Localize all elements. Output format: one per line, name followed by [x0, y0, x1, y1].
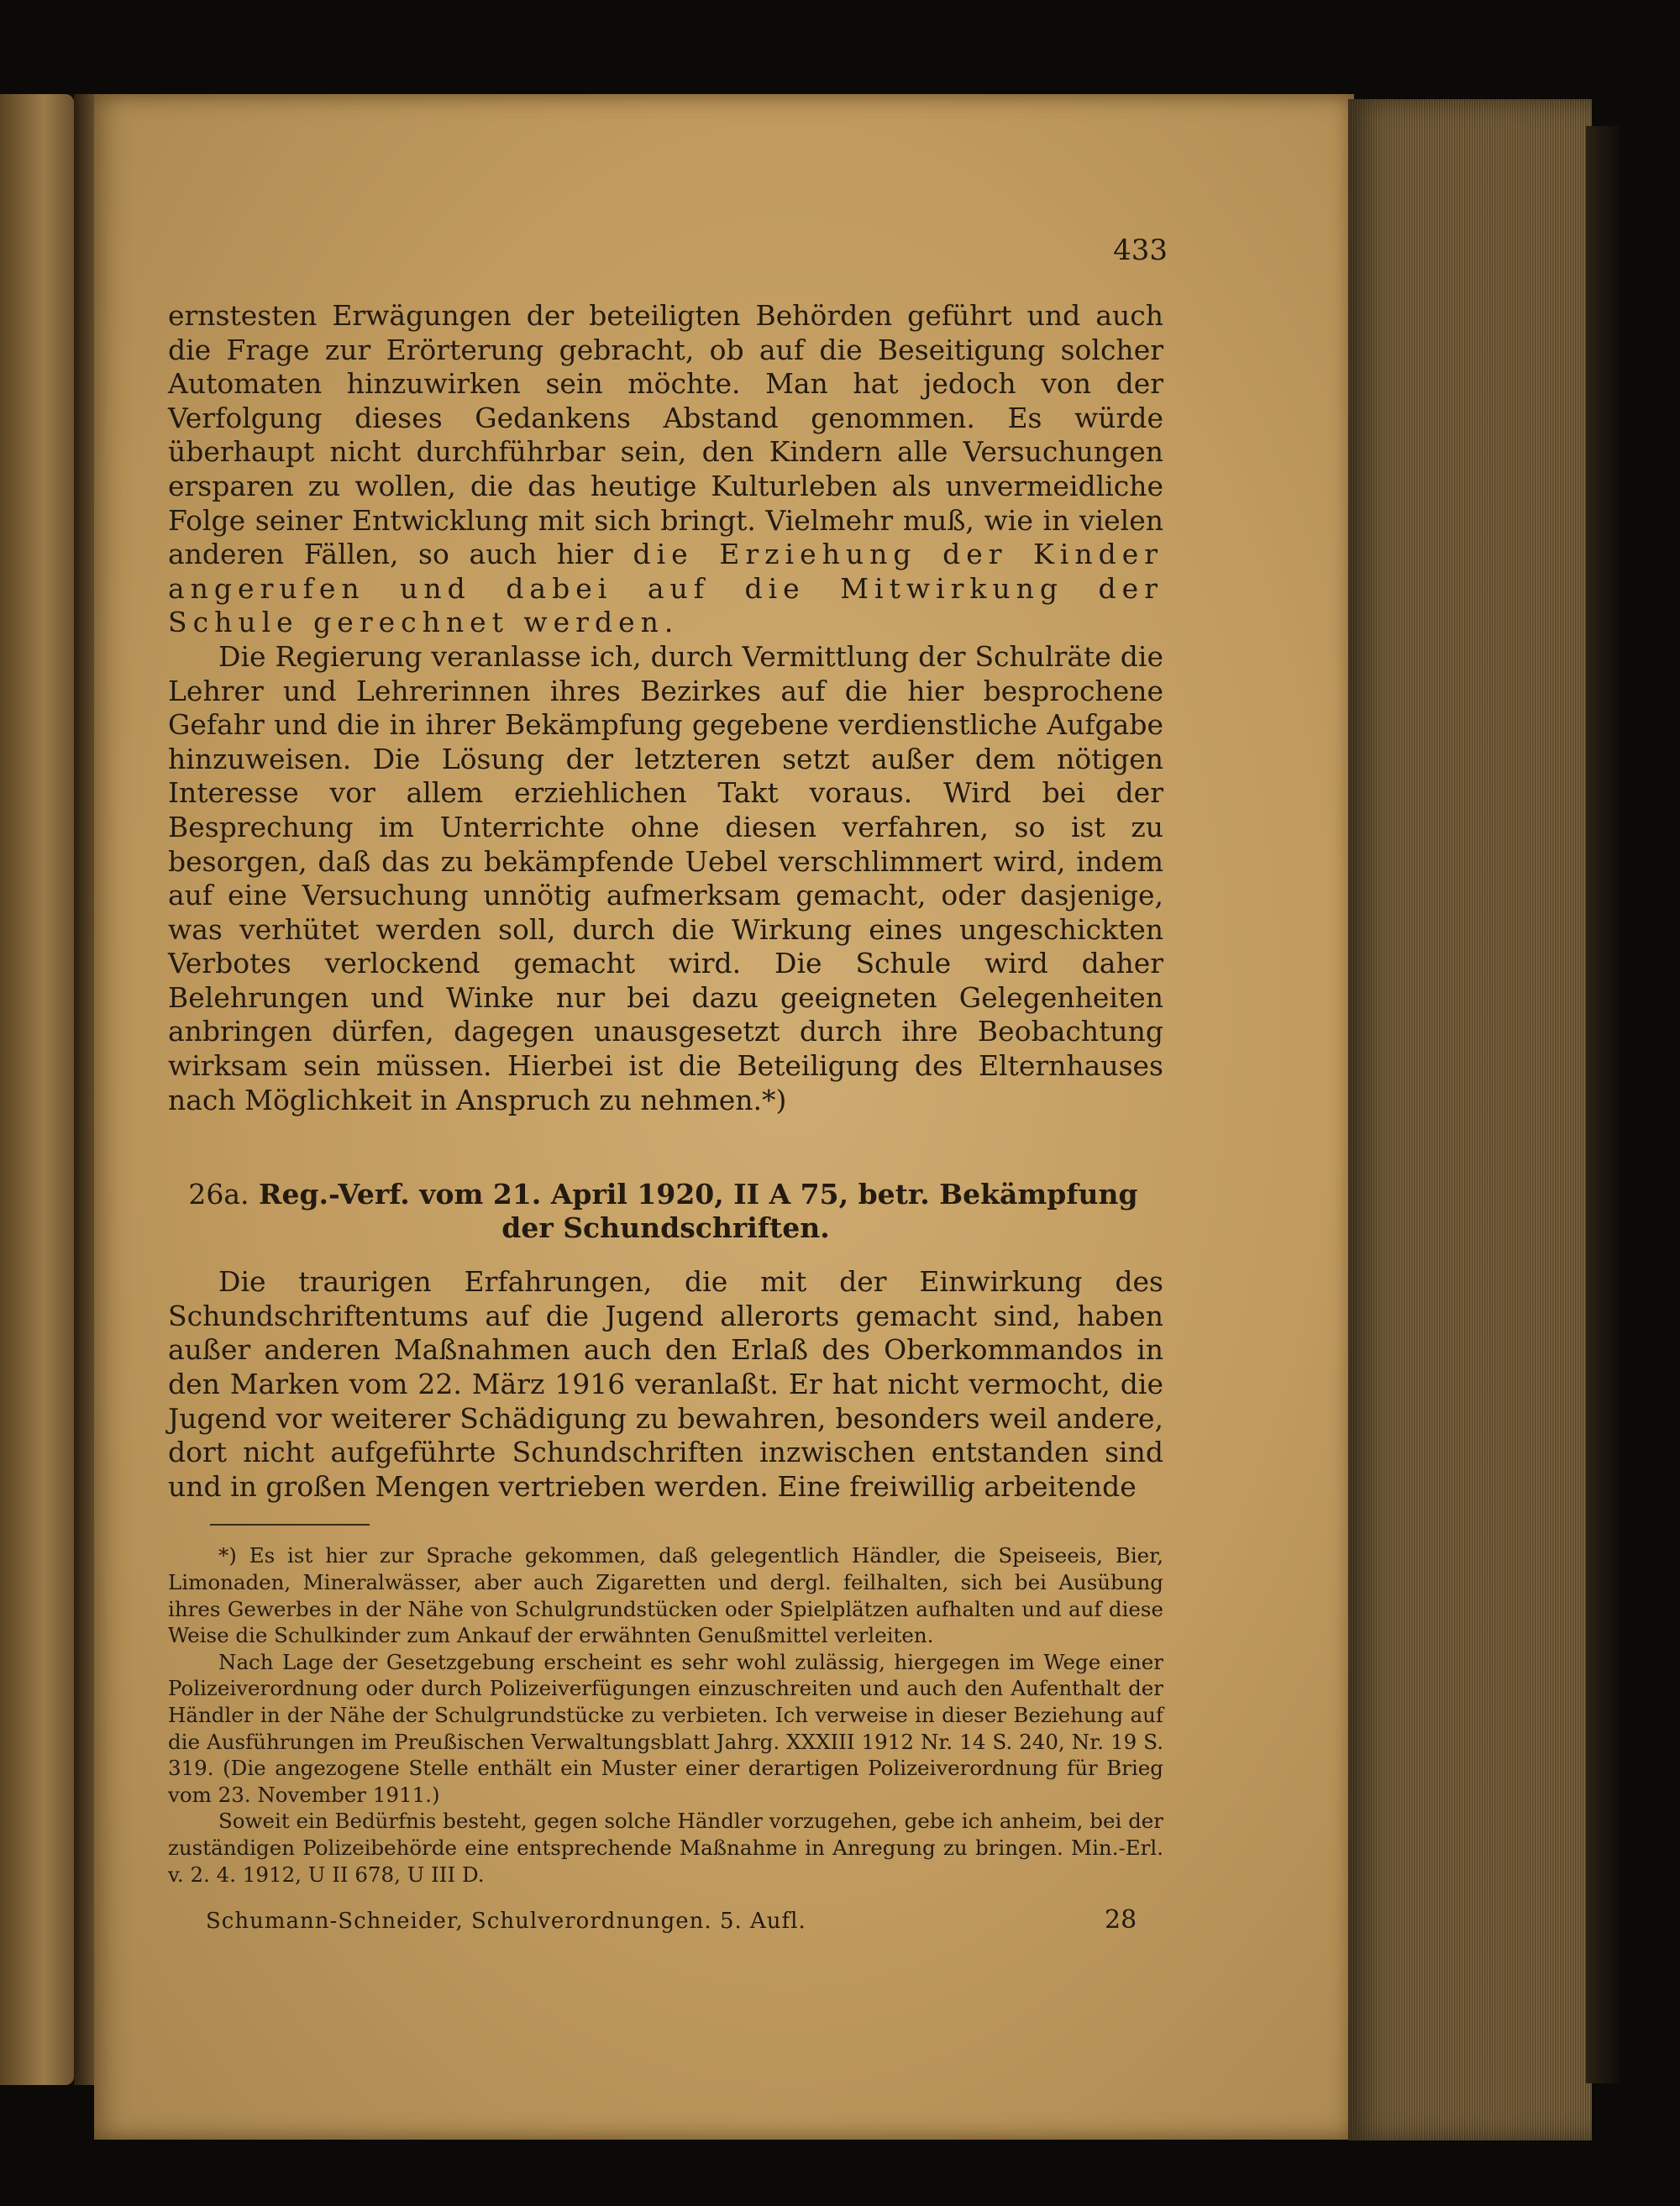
footer-signature: Schumann-Schneider, Schulverordnungen. 5. Aufl.: [206, 1909, 806, 1934]
footnote-divider: [210, 1524, 370, 1526]
section-heading: [168, 1178, 1163, 1245]
body-paragraph-1: [168, 299, 1163, 640]
body-paragraph-1-text: ernstesten Erwägungen der beteiligten Behörden geführt und auch die Frage zur Erörterung gebracht, ob auf die Beseitigung solcher Automaten hinzuwirken sein möchte. Man hat jedoch von der Verfolgung dieses Gedankens Abstand genommen. Es würde überhaupt nicht durchführbar sein, den Kindern alle Versuchungen ersparen zu wollen, die das heutige Kulturleben als unvermeidliche Folge seiner Entwicklung mit sich bringt. Vielmehr muß, wie in vielen anderen Fällen, so auch hier: [168, 299, 1163, 571]
section-number: 26a.: [188, 1178, 249, 1211]
footnotes: [168, 1542, 1163, 1888]
sheet-number: 28: [1105, 1905, 1137, 1935]
book-cover-edge: [1586, 126, 1620, 2083]
footnote-1: *) Es ist hier zur Sprache gekommen, daß gelegentlich Händler, die Speiseeis, Bier, Limonaden, Mineralwässer, aber auch Zigaretten und dergl. feilhalten, sich bei Ausübung ihres Gewerbes in der Nähe von Schulgrundstücken oder Spielplätzen aufhalten und auf diese Weise die Schulkinder zum Ankauf der erwähnten Genußmittel verleiten.: [168, 1543, 1163, 1648]
body-paragraph-2: Die Regierung veranlasse ich, durch Vermittlung der Schulräte die Lehrer und Lehrerinnen ihres Bezirkes auf die hier besprochene Gefahr und die in ihrer Bekämpfung gegebene verdienstliche Aufgabe hinzuweisen. Die Lösung der letzteren setzt außer dem nötigen Interesse vor allem erziehlichen Takt voraus. Wird bei der Besprechung im Unterrichte ohne diesen verfahren, so ist zu besorgen, daß das zu bekämpfende Uebel verschlimmert wird, indem auf eine Versuchung unnötig aufmerksam gemacht, oder dasjenige, was verhütet werden soll, durch die Wirkung eines ungeschickten Verbotes verlockend gemacht wird. Die Schule wird daher Belehrungen und Winke nur bei dazu geeigneten Gelegenheiten anbringen dürfen, dagegen unausgesetzt durch ihre Beobachtung wirksam sein müssen. Hierbei ist die Beteiligung des Elternhauses nach Möglichkeit in Anspruch zu nehmen.*): [168, 639, 1163, 1116]
page-number: 433: [1113, 234, 1168, 267]
footnote-2: Nach Lage der Gesetzgebung erscheint es sehr wohl zulässig, hiergegen im Wege einer Polizeiverordnung oder durch Polizeiverfügungen einzuschreiten und auch den Aufenthalt der Händler in der Nähe der Schulgrundstücke zu verbieten. Ich verweise in dieser Beziehung auf die Ausführungen im Preußischen Verwaltungsblatt Jahrg. XXXIII 1912 Nr. 14 S. 240, Nr. 19 S. 319. (Die angezogene Stelle enthält ein Muster einer derartigen Polizeiverordnung für Brieg vom 23. November 1911.): [168, 1649, 1163, 1807]
section-title: Reg.-Verf. vom 21. April 1920, II A 75, betr. Bekämpfung der Schundschriften.: [259, 1178, 1138, 1245]
section-paragraph: Die traurigen Erfahrungen, die mit der Einwirkung des Schundschriftentums auf die Jugend allerorts gemacht sind, haben außer anderen Maßnahmen auch den Erlaß des Oberkommandos in den Marken vom 22. März 1916 veranlaßt. Er hat nicht vermocht, die Jugend vor weiterer Schädigung zu bewahren, besonders weil andere, dort nicht aufgeführte Schundschriften inzwischen entstanden sind und in großen Mengen vertrieben werden. Eine freiwillig arbeitende: [168, 1265, 1163, 1503]
emphasized-phrase: die Erziehung der Kinder angerufen und dabei auf die Mitwirkung der Schule gerechnet werden.: [168, 538, 1164, 639]
page-content: [168, 227, 1163, 1888]
page-block-edges: [1348, 99, 1592, 2140]
body-text: [168, 299, 1163, 1117]
left-page-edge: [0, 94, 74, 2085]
footnote-3: Soweit ein Bedürfnis besteht, gegen solche Händler vorzugehen, gebe ich anheim, bei der zuständigen Polizeibehörde eine entsprechende Maßnahme in Anregung zu bringen. Min.-Erl. v. 2. 4. 1912, U II 678, U III D.: [168, 1809, 1163, 1887]
